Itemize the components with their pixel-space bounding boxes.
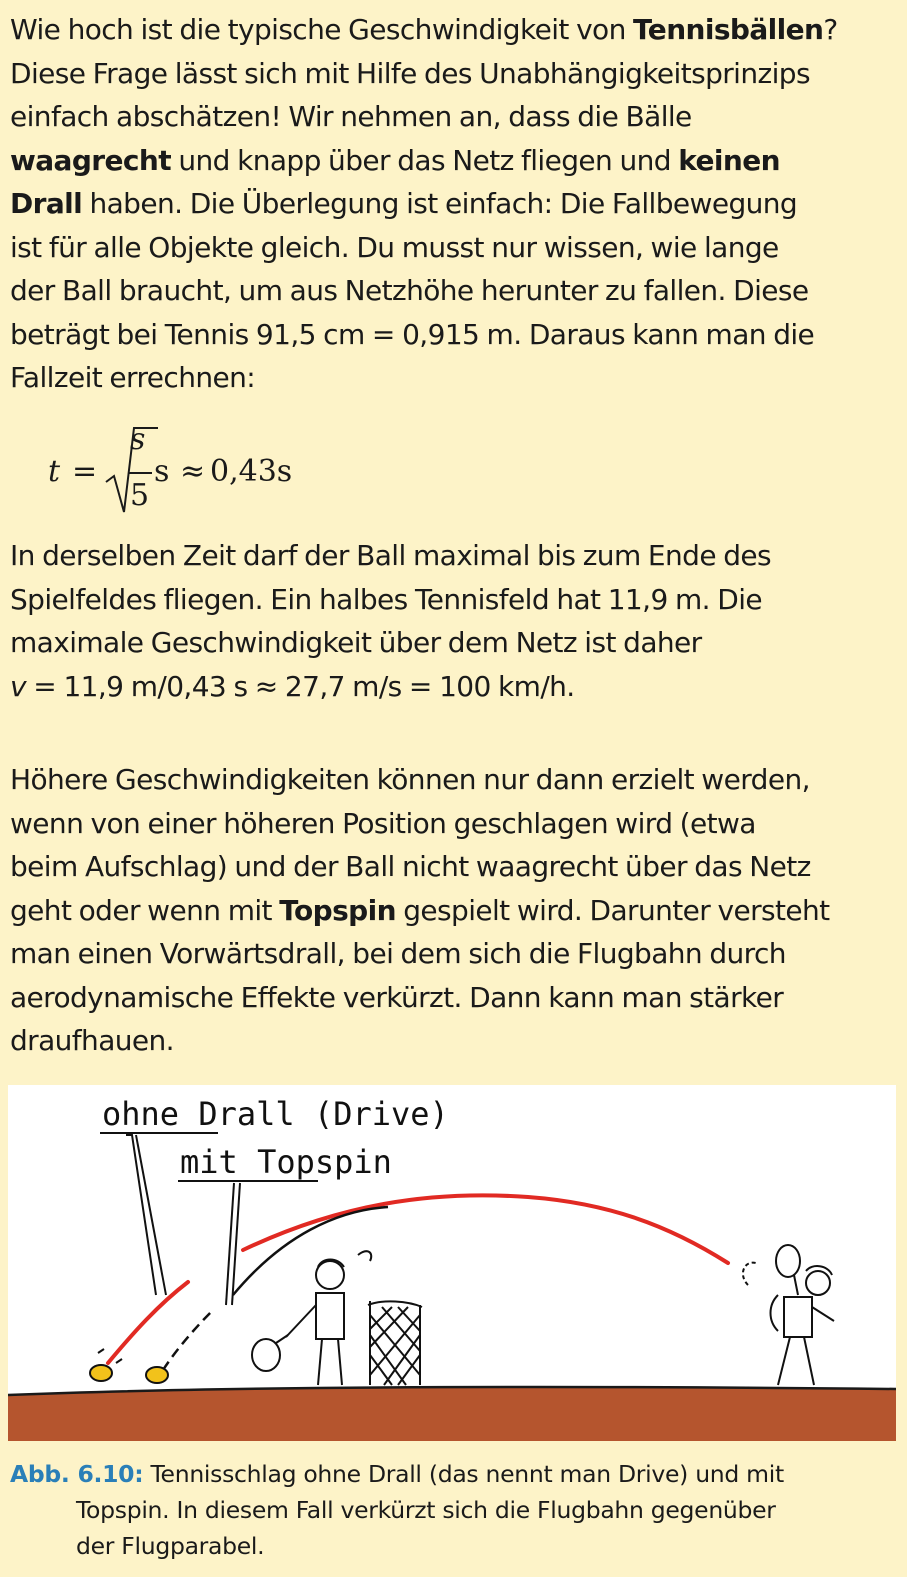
text-span: und knapp über das Netz fliegen und — [171, 143, 679, 177]
text-line: In derselben Zeit darf der Ball maximal bis zum Ende des — [10, 539, 772, 572]
text-line: einfach abschätzen! Wir nehmen an, dass die Bälle — [10, 100, 692, 133]
text-line: der Ball braucht, um aus Netzhöhe herunter zu fallen. Diese — [10, 274, 809, 307]
formula-approx: ≈ — [180, 454, 206, 489]
text-span: Wie hoch ist die typische Geschwindigkeit von — [10, 13, 634, 46]
text-line: wenn von einer höheren Position geschlagen wird (etwa — [10, 806, 756, 840]
bold-term-no: keinen — [678, 143, 780, 177]
ball-topspin — [146, 1367, 168, 1383]
ground-strip — [8, 1387, 896, 1441]
topspin-trajectory-start — [163, 1310, 213, 1370]
text-span: geht oder wenn mit — [10, 893, 280, 927]
caption-line2: Topspin. In diesem Fall verkürzt sich die Flugbahn gegenüber — [76, 1496, 776, 1524]
text-line: ist für alle Objekte gleich. Du musst nur wissen, wie lange — [10, 230, 779, 264]
text-line: beträgt bei Tennis 91,5 cm = 0,915 m. Daraus kann man die — [10, 317, 815, 351]
formula-unit: s — [154, 454, 170, 489]
player-center — [252, 1251, 371, 1385]
player-far — [743, 1245, 834, 1385]
bold-term-tennisballs: Tennisbällen — [633, 13, 824, 46]
figure-caption — [10, 1456, 890, 1564]
text-line: aerodynamische Effekte verkürzt. Dann kann man stärker — [10, 980, 784, 1014]
formula-variable-t: t — [48, 454, 61, 489]
text-line — [10, 139, 838, 183]
motion-mark — [98, 1349, 104, 1353]
formula-equals: = — [72, 454, 98, 489]
ball-drive — [90, 1365, 112, 1381]
text-span: gespielt wird. Darunter versteht — [395, 893, 830, 927]
text-line: Höhere Geschwindigkeiten können nur dann erzielt werden, — [10, 763, 810, 796]
text-span: haben. Die Überlegung ist einfach: Die Fallbewegung — [82, 187, 798, 220]
drive-trajectory-arc — [243, 1195, 728, 1263]
label-topspin: mit Topspin — [180, 1143, 392, 1181]
text-line — [10, 182, 838, 226]
paragraph-intro — [10, 8, 838, 400]
bold-term-horizontal: waagrecht — [10, 143, 172, 177]
text-line: man einen Vorwärtsdrall, bei dem sich die Flugbahn durch — [10, 937, 786, 970]
formula-denominator: 5 — [130, 478, 150, 513]
fall-time-formula — [48, 420, 348, 520]
text-line: Diese Frage lässt sich mit Hilfe des Unabhängigkeitsprinzips — [10, 56, 810, 90]
velocity-variable: v — [10, 669, 26, 703]
text-line — [10, 8, 838, 52]
tennis-net — [368, 1301, 422, 1385]
text-span: ? — [823, 13, 838, 46]
text-line: Spielfeldes fliegen. Ein halbes Tennisfeld hat 11,9 m. Die — [10, 582, 763, 616]
fraction-line — [128, 472, 152, 474]
text-line: maximale Geschwindigkeit über dem Netz ist daher — [10, 626, 702, 659]
text-line: Fallzeit errechnen: — [10, 361, 256, 394]
text-line — [10, 665, 771, 709]
text-span: = 11,9 m/0,43 s ≈ 27,7 m/s = 100 km/h. — [25, 669, 575, 703]
text-line — [10, 889, 830, 933]
formula-numerator: s — [130, 422, 146, 457]
paragraph-speed — [10, 534, 771, 708]
caption-label: Abb. 6.10: — [10, 1460, 144, 1488]
label-drive: ohne Drall (Drive) — [102, 1095, 449, 1133]
paragraph-topspin — [10, 758, 830, 1063]
tennis-drawing — [8, 1085, 896, 1441]
tennis-illustration — [8, 1085, 896, 1441]
formula-result: 0,43s — [210, 454, 293, 489]
bold-term-topspin: Topspin — [279, 893, 396, 927]
caption-line3: der Flugparabel. — [76, 1532, 265, 1560]
text-line: beim Aufschlag) und der Ball nicht waagrecht über das Netz — [10, 850, 811, 883]
pointer-drive — [136, 1135, 166, 1295]
bold-term-spin: Drall — [10, 187, 83, 220]
caption-line1: Tennisschlag ohne Drall (das nennt man Drive) und mit — [150, 1460, 784, 1488]
text-line: draufhauen. — [10, 1024, 174, 1057]
motion-mark — [116, 1359, 122, 1363]
